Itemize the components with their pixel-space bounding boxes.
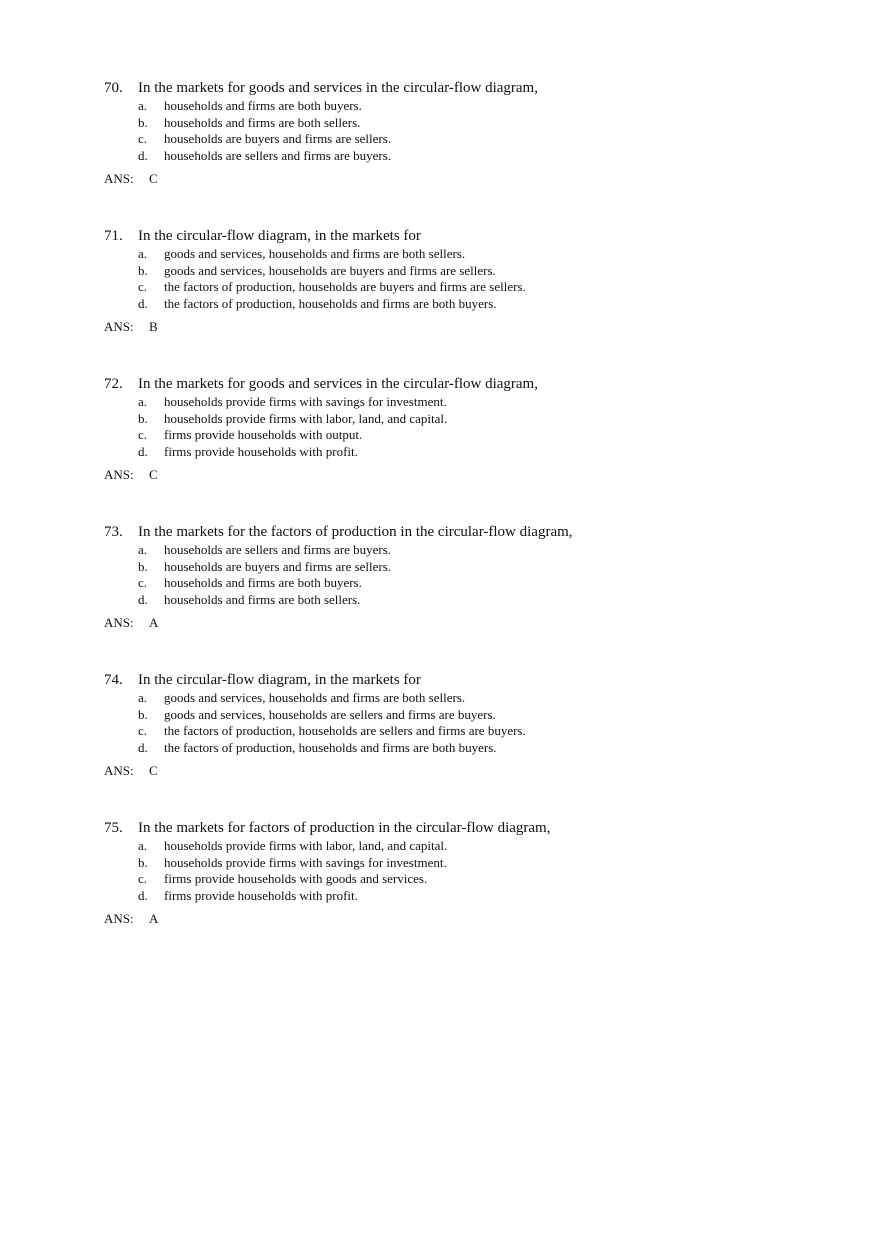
choice-text: households are sellers and firms are buyers. <box>164 147 392 163</box>
choice-d <box>104 444 824 461</box>
choice-text: goods and services, households and firms are both sellers. <box>164 690 466 705</box>
choice-text: goods and services, households are buyers and firms are sellers. <box>164 262 496 278</box>
choice-text: households are sellers and firms are buyers. <box>164 542 392 557</box>
choice-list <box>104 838 824 904</box>
question-text: In the circular-flow diagram, in the markets for <box>138 228 421 244</box>
answer-line <box>104 466 824 484</box>
answer-line <box>104 318 824 336</box>
answer-label: ANS: <box>104 615 134 630</box>
question-number: 73. <box>104 524 123 540</box>
choice-d <box>104 148 824 165</box>
question-text: In the markets for goods and services in the circular-flow diagram, <box>138 80 538 96</box>
choice-c <box>104 427 824 444</box>
question-text: In the circular-flow diagram, in the markets for <box>138 672 421 688</box>
question-number: 70. <box>104 80 123 96</box>
choice-letter: a. <box>138 690 148 705</box>
question-72 <box>104 374 824 484</box>
choice-letter: c. <box>138 427 148 442</box>
choice-b <box>104 707 824 724</box>
choice-letter: b. <box>138 854 148 870</box>
choice-b <box>104 263 824 280</box>
choice-text: households and firms are both sellers. <box>164 114 361 130</box>
choice-list <box>104 246 824 312</box>
choice-b <box>104 411 824 428</box>
choice-letter: b. <box>138 706 148 722</box>
choice-text: households and firms are both sellers. <box>164 591 361 607</box>
choice-text: firms provide households with profit. <box>164 887 358 903</box>
choice-letter: d. <box>138 887 148 903</box>
choice-a <box>104 542 824 559</box>
choice-text: households provide firms with labor, land, and capital. <box>164 838 448 853</box>
question-text: In the markets for the factors of production in the circular-flow diagram, <box>138 524 573 540</box>
choice-letter: b. <box>138 558 148 574</box>
choice-text: households provide firms with savings for investment. <box>164 394 447 409</box>
question-stem <box>104 818 824 838</box>
choice-letter: d. <box>138 147 148 163</box>
choice-list <box>104 690 824 756</box>
question-stem <box>104 522 824 542</box>
choice-a <box>104 690 824 707</box>
answer-line <box>104 170 824 188</box>
question-73 <box>104 522 824 632</box>
choice-a <box>104 246 824 263</box>
choice-text: the factors of production, households are buyers and firms are sellers. <box>164 279 526 294</box>
question-71 <box>104 226 824 336</box>
answer-value: C <box>149 171 158 186</box>
choice-c <box>104 871 824 888</box>
choice-text: firms provide households with profit. <box>164 443 358 459</box>
answer-value: A <box>149 615 159 630</box>
answer-line <box>104 762 824 780</box>
choice-text: households provide firms with labor, land, and capital. <box>164 410 448 426</box>
choice-letter: d. <box>138 295 148 311</box>
choice-letter: c. <box>138 131 148 146</box>
question-number: 75. <box>104 820 123 836</box>
choice-list <box>104 98 824 164</box>
choice-text: firms provide households with goods and services. <box>164 871 428 886</box>
choice-letter: d. <box>138 591 148 607</box>
choice-d <box>104 296 824 313</box>
answer-value: A <box>149 911 159 926</box>
answer-value: B <box>149 319 158 334</box>
choice-d <box>104 888 824 905</box>
choice-letter: c. <box>138 279 148 294</box>
choice-text: households are buyers and firms are sellers. <box>164 558 392 574</box>
answer-line <box>104 910 824 928</box>
question-stem <box>104 670 824 690</box>
choice-text: goods and services, households are sellers and firms are buyers. <box>164 706 496 722</box>
answer-value: C <box>149 467 158 482</box>
choice-text: the factors of production, households and firms are both buyers. <box>164 295 497 311</box>
choice-letter: d. <box>138 739 148 755</box>
choice-letter: d. <box>138 443 148 459</box>
choice-letter: a. <box>138 542 148 557</box>
question-text: In the markets for goods and services in the circular-flow diagram, <box>138 376 538 392</box>
question-number: 72. <box>104 376 123 392</box>
choice-a <box>104 98 824 115</box>
choice-a <box>104 838 824 855</box>
choice-c <box>104 279 824 296</box>
question-stem <box>104 374 824 394</box>
choice-c <box>104 575 824 592</box>
choice-letter: c. <box>138 871 148 886</box>
answer-label: ANS: <box>104 763 134 778</box>
choice-letter: c. <box>138 723 148 738</box>
choice-letter: c. <box>138 575 148 590</box>
question-70 <box>104 78 824 188</box>
answer-value: C <box>149 763 158 778</box>
question-74 <box>104 670 824 780</box>
answer-label: ANS: <box>104 319 134 334</box>
choice-text: households and firms are both buyers. <box>164 575 362 590</box>
choice-text: the factors of production, households are sellers and firms are buyers. <box>164 723 526 738</box>
choice-text: firms provide households with output. <box>164 427 363 442</box>
choice-list <box>104 394 824 460</box>
answer-label: ANS: <box>104 911 134 926</box>
choice-a <box>104 394 824 411</box>
choice-text: households and firms are both buyers. <box>164 98 362 113</box>
choice-c <box>104 131 824 148</box>
choice-c <box>104 723 824 740</box>
question-number: 71. <box>104 228 123 244</box>
choice-letter: a. <box>138 394 148 409</box>
question-text: In the markets for factors of production in the circular-flow diagram, <box>138 820 551 836</box>
choice-letter: b. <box>138 262 148 278</box>
answer-line <box>104 614 824 632</box>
question-stem <box>104 226 824 246</box>
choice-letter: a. <box>138 838 148 853</box>
choice-letter: b. <box>138 114 148 130</box>
choice-text: the factors of production, households and firms are both buyers. <box>164 739 497 755</box>
choice-list <box>104 542 824 608</box>
choice-letter: b. <box>138 410 148 426</box>
answer-label: ANS: <box>104 171 134 186</box>
choice-b <box>104 115 824 132</box>
choice-d <box>104 592 824 609</box>
choice-b <box>104 559 824 576</box>
choice-text: households provide firms with savings for investment. <box>164 854 447 870</box>
choice-letter: a. <box>138 246 148 261</box>
choice-b <box>104 855 824 872</box>
question-75 <box>104 818 824 928</box>
choice-text: goods and services, households and firms are both sellers. <box>164 246 466 261</box>
choice-letter: a. <box>138 98 148 113</box>
choice-d <box>104 740 824 757</box>
choice-text: households are buyers and firms are sellers. <box>164 131 392 146</box>
question-number: 74. <box>104 672 123 688</box>
question-stem <box>104 78 824 98</box>
answer-label: ANS: <box>104 467 134 482</box>
